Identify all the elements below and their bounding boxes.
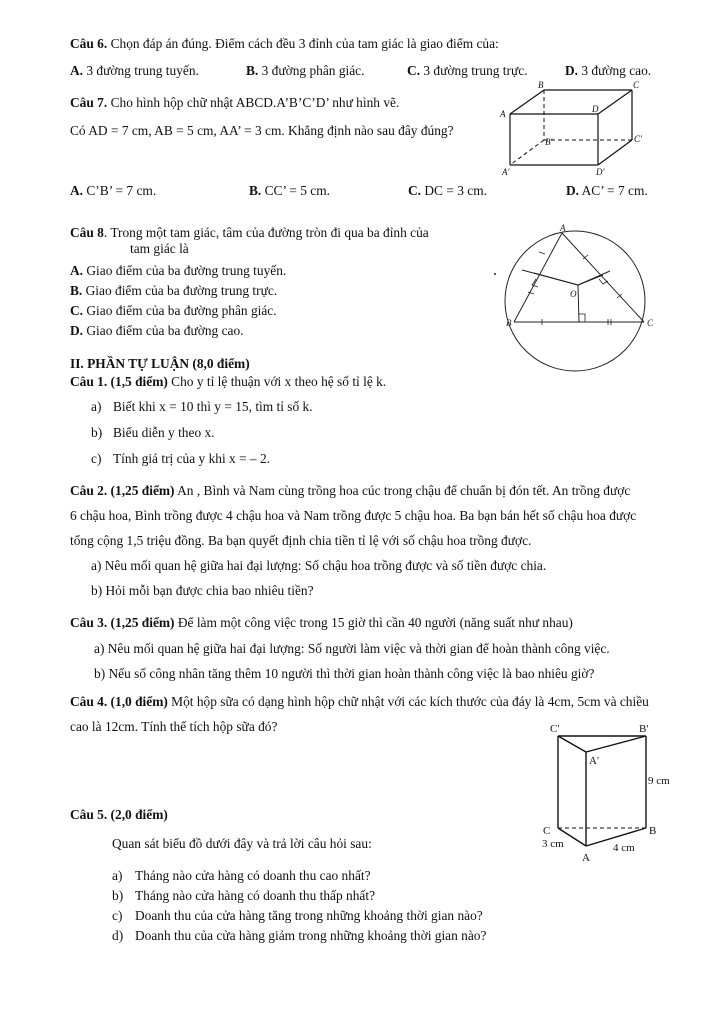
q7-fig-label-b: B	[538, 80, 544, 90]
q6-option-b-text: 3 đường phân giác.	[258, 63, 365, 78]
q8-option-c-text: Giao điểm của ba đường phân giác.	[83, 303, 277, 318]
e5-intro: Quan sát biểu đồ dưới đây và trả lời câu hỏi sau:	[112, 836, 372, 851]
e3-label: Câu 3. (1,25 điểm)	[70, 615, 175, 630]
q7-option-d-text: AC’ = 7 cm.	[579, 183, 648, 198]
e5-label: Câu 5. (2,0 điểm)	[70, 807, 168, 822]
e5-item-d-key: d)	[112, 928, 124, 943]
q6-option-c	[407, 63, 528, 79]
e4-fig-label-b1: B'	[639, 723, 649, 735]
q6-option-d-key: D.	[565, 63, 579, 78]
e2-item-a: a) Nêu mối quan hệ giữa hai đại lượng: Số chậu hoa trồng được và số tiền được chia.	[91, 558, 547, 573]
e2-line2: 6 chậu hoa, Bình trồng được 4 chậu hoa và Nam trồng được 5 chậu hoa. Ba bạn bán hết số chậu hoa được	[70, 508, 637, 523]
e4-label: Câu 4. (1,0 điểm)	[70, 694, 168, 709]
q7-label: Câu 7.	[70, 95, 108, 110]
q7-option-d-key: D.	[566, 183, 580, 198]
e3-text: Để làm một công việc trong 15 giờ thì cần 40 người (năng suất như nhau)	[174, 615, 573, 630]
e1-item-a-text: Biết khi x = 10 thì y = 15, tìm tỉ số k.	[113, 399, 313, 414]
q7-option-a-text: C’B’ = 7 cm.	[83, 183, 157, 198]
q7-fig-label-a: A	[500, 109, 506, 119]
e5-item-a	[112, 868, 371, 884]
q8-circumcircle-figure	[492, 222, 662, 380]
q8-option-c-key: C.	[70, 303, 84, 318]
e3-item-a: a) Nêu mối quan hệ giữa hai đại lượng: Số người làm việc và thời gian để hoàn thành công việc.	[94, 641, 610, 656]
q7-fig-label-d1: D'	[596, 167, 605, 177]
e1-item-c-text: Tính giá trị của y khi x = – 2.	[113, 451, 271, 466]
q8-fig-label-c: C	[647, 318, 654, 328]
e1-item-a	[91, 399, 313, 415]
e3-item-b: b) Nếu số công nhân tăng thêm 10 người thì thời gian hoàn thành công việc là bao nhiêu giờ?	[94, 666, 595, 681]
q6-option-d	[565, 63, 651, 79]
e1-item-a-key: a)	[91, 399, 102, 414]
e4-fig-label-width2: 4 cm	[613, 842, 635, 854]
q8-label: Câu 8	[70, 225, 104, 240]
q8-option-b-key: B.	[70, 283, 83, 298]
e4-line1	[70, 694, 649, 710]
e5-item-c-key: c)	[112, 908, 123, 923]
q8-text: . Trong một tam giác, tâm của đường tròn đi qua ba đỉnh của	[103, 225, 429, 240]
q6-text: Chọn đáp án đúng. Điểm cách đều 3 đỉnh của tam giác là giao điểm của:	[107, 36, 499, 51]
e2-item-b: b) Hỏi mỗi bạn được chia bao nhiêu tiền?	[91, 583, 314, 598]
e1-item-b	[91, 425, 215, 441]
e4-fig-label-c: C	[543, 825, 551, 837]
e2-line1-text: An , Bình và Nam cùng trồng hoa cúc trong chậu để chuẩn bị đón tết. An trồng được	[174, 483, 631, 498]
q8-fig-label-b: B	[506, 318, 512, 328]
q8-line	[70, 225, 429, 241]
e5-item-d-text: Doanh thu của cửa hàng giảm trong những khoảng thời gian nào?	[135, 928, 487, 943]
e1-item-b-text: Biểu diễn y theo x.	[113, 425, 215, 440]
e4-fig-label-height: 9 cm	[648, 775, 670, 787]
q8-text2: tam giác là	[130, 241, 189, 256]
q8-option-a-key: A.	[70, 263, 84, 278]
q6-option-d-text: 3 đường cao.	[578, 63, 652, 78]
e4-fig-label-b: B	[649, 825, 657, 837]
q8-option-c	[70, 303, 277, 319]
q7-option-c-key: C.	[408, 183, 422, 198]
q6-option-b-key: B.	[246, 63, 259, 78]
e5-item-c-text: Doanh thu của cửa hàng tăng trong những khoảng thời gian nào?	[135, 908, 483, 923]
q8-option-d-text: Giao điểm của ba đường cao.	[83, 323, 244, 338]
e2-line1	[70, 483, 630, 499]
e1-text: Cho y tỉ lệ thuận với x theo hệ số tỉ lệ k.	[167, 374, 387, 389]
e4-line2: cao là 12cm. Tính thể tích hộp sữa đó?	[70, 719, 278, 734]
q7-option-b	[249, 183, 330, 199]
e1-item-c	[91, 451, 271, 467]
e4-prism-figure	[538, 718, 678, 868]
q7-fig-label-c: C	[633, 80, 640, 90]
q8-option-d	[70, 323, 244, 339]
q6-option-c-key: C.	[407, 63, 421, 78]
e4-fig-label-width1: 3 cm	[542, 838, 564, 850]
e1-item-b-key: b)	[91, 425, 103, 440]
q7-option-c	[408, 183, 487, 199]
e5-item-a-key: a)	[112, 868, 123, 883]
q7-fig-label-c1: C'	[634, 134, 642, 144]
e5-item-c	[112, 908, 483, 924]
q6-option-c-text: 3 đường trung trực.	[420, 63, 528, 78]
q7-option-b-key: B.	[249, 183, 262, 198]
q7-fig-label-d: D	[592, 104, 599, 114]
q7-text: Cho hình hộp chữ nhật ABCD.A’B’C’D’ như hình vẽ.	[107, 95, 400, 110]
q6-label: Câu 6.	[70, 36, 108, 51]
e1-line	[70, 374, 386, 390]
q8-fig-label-o: O	[570, 289, 577, 299]
q6-option-a	[70, 63, 199, 79]
q7-fig-label-a1: A'	[502, 167, 510, 177]
q7-line2: Có AD = 7 cm, AB = 5 cm, AA’ = 3 cm. Khẳng định nào sau đây đúng?	[70, 123, 454, 138]
q7-option-a	[70, 183, 156, 199]
e3-line	[70, 615, 573, 631]
e5-item-d	[112, 928, 487, 944]
q7-fig-label-b1: B'	[545, 137, 553, 147]
q7-option-d	[566, 183, 648, 199]
e5-item-b	[112, 888, 376, 904]
q8-fig-label-a: A	[560, 223, 566, 233]
q6-option-b	[246, 63, 364, 79]
e2-line3: tổng cộng 1,5 triệu đồng. Ba bạn quyết định chia tiền tỉ lệ với số chậu hoa trồng được.	[70, 533, 532, 548]
e4-fig-label-c1: C'	[550, 723, 560, 735]
e4-fig-label-a1: A'	[589, 755, 599, 767]
q8-option-b	[70, 283, 277, 299]
e5-item-b-text: Tháng nào cửa hàng có doanh thu thấp nhất?	[135, 888, 376, 903]
part2-title: II. PHẦN TỰ LUẬN (8,0 điểm)	[70, 356, 250, 371]
q7-line	[70, 95, 399, 111]
q8-option-a	[70, 263, 286, 279]
q6-option-a-text: 3 đường trung tuyến.	[83, 63, 199, 78]
e5-item-a-text: Tháng nào cửa hàng có doanh thu cao nhất?	[135, 868, 371, 883]
e5-item-b-key: b)	[112, 888, 124, 903]
e4-line1-text: Một hộp sữa có dạng hình hộp chữ nhật với các kích thước của đáy là 4cm, 5cm và chiều	[167, 694, 649, 709]
q8-option-a-text: Giao điểm của ba đường trung tuyến.	[83, 263, 287, 278]
e1-item-c-key: c)	[91, 451, 102, 466]
q8-option-d-key: D.	[70, 323, 84, 338]
q7-option-c-text: DC = 3 cm.	[421, 183, 487, 198]
q6-option-a-key: A.	[70, 63, 84, 78]
e4-fig-label-a: A	[582, 852, 590, 864]
e2-label: Câu 2. (1,25 điểm)	[70, 483, 175, 498]
q8-option-b-text: Giao điểm của ba đường trung trực.	[82, 283, 278, 298]
e1-label: Câu 1. (1,5 điểm)	[70, 374, 168, 389]
q7-cuboid-figure	[498, 80, 648, 180]
q7-option-a-key: A.	[70, 183, 84, 198]
q6-line	[70, 36, 499, 52]
q7-option-b-text: CC’ = 5 cm.	[261, 183, 330, 198]
